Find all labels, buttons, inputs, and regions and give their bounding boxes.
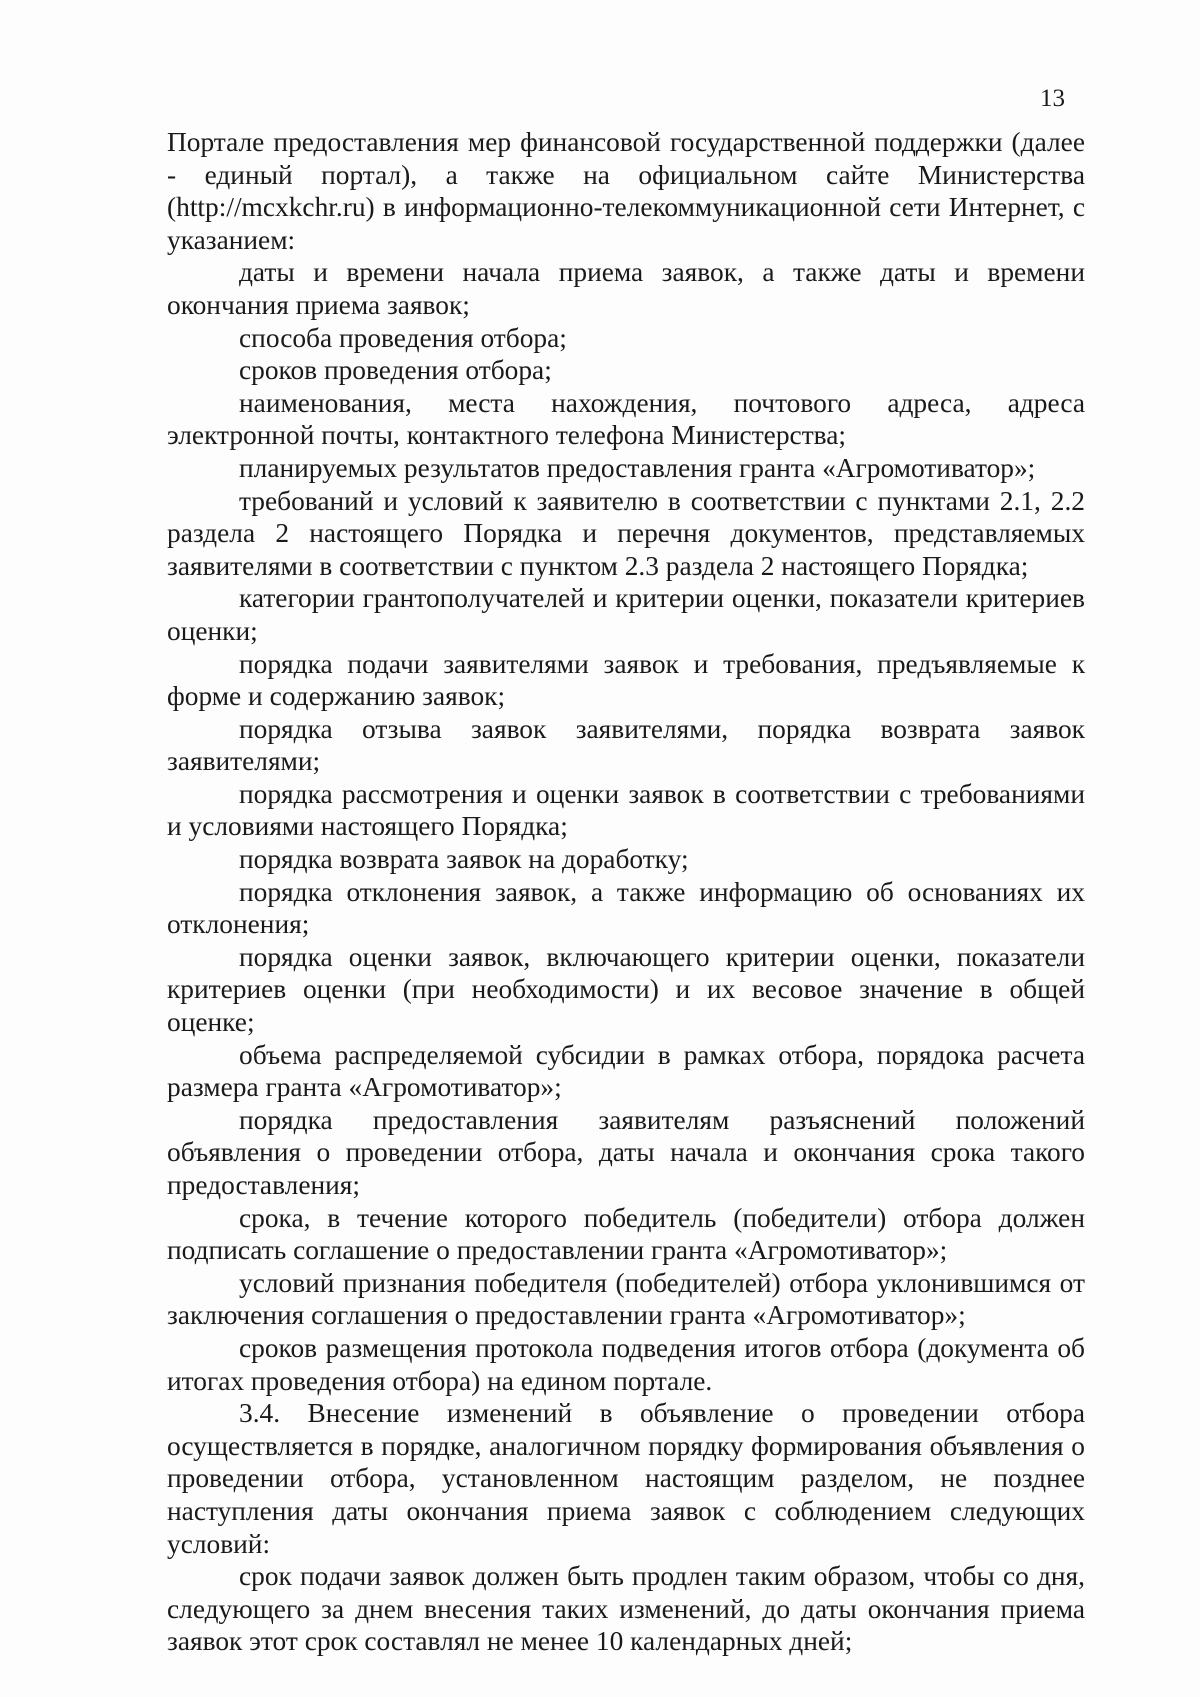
list-item: объема распределяемой субсидии в рамках отбора, порядока расчета размера гранта «Агромотиватор»; bbox=[167, 1039, 1085, 1103]
list-item: срок подачи заявок должен быть продлен таким образом, чтобы со дня, следующего за днем внесения таких изменений, до даты окончания приема заявок этот срок составлял не менее 10 календарных дней; bbox=[167, 1561, 1085, 1657]
list-item: сроков размещения протокола подведения итогов отбора (документа об итогах проведения отбора) на едином портале. bbox=[167, 1332, 1085, 1396]
list-item: порядка оценки заявок, включающего критерии оценки, показатели критериев оценки (при необходимости) и их весовое значение в общей оценке; bbox=[167, 941, 1085, 1038]
list-item: способа проведения отбора; bbox=[239, 322, 567, 353]
list-item: наименования, места нахождения, почтового адреса, адреса электронной почты, контактного телефона Министерства; bbox=[167, 387, 1085, 451]
list-item: порядка возврата заявок на доработку; bbox=[239, 844, 689, 875]
list-item: порядка отклонения заявок, а также информацию об основаниях их отклонения; bbox=[167, 876, 1085, 940]
list-item: порядка отзыва заявок заявителями, порядка возврата заявок заявителями; bbox=[167, 713, 1085, 777]
list-item: порядка рассмотрения и оценки заявок в соответствии с требованиями и условиями настоящего Порядка; bbox=[167, 778, 1085, 842]
list-item: условий признания победителя (победителей) отбора уклонившимся от заключения соглашения о предоставлении гранта «Агромотиватор»; bbox=[167, 1267, 1085, 1331]
section-paragraph: 3.4. Внесение изменений в объявление о проведении отбора осуществляется в порядке, аналогичном порядку формирования объявления о проведении отбора, установленном настоящим разделом, не позднее наступления даты окончания приема заявок с соблюдением следующих условий: bbox=[167, 1398, 1085, 1559]
list-item: порядка предоставления заявителям разъяснений положений объявления о проведении отбора, даты начала и окончания срока такого предоставления; bbox=[167, 1104, 1085, 1200]
list-item: срока, в течение которого победитель (победители) отбора должен подписать соглашение о предоставлении гранта «Агромотиватор»; bbox=[167, 1202, 1085, 1266]
list-item: порядка подачи заявителями заявок и требования, предъявляемые к форме и содержанию заявок; bbox=[167, 648, 1085, 712]
page-number: 13 bbox=[1040, 85, 1065, 112]
list-item: даты и времени начала приема заявок, а также даты и времени окончания приема заявок; bbox=[167, 257, 1085, 320]
list-item: требований и условий к заявителю в соответствии с пунктами 2.1, 2.2 раздела 2 настоящего Порядка и перечня документов, представляемых заявителями в соответствии с пунктом 2.3 раздела 2 настоящего Порядка; bbox=[167, 485, 1085, 581]
paragraph: Портале предоставления мер финансовой государственной поддержки (далее - единый портал), а также на официальном сайте Министерства (http://mcxkchr.ru) в информационно-телекоммуникационной сети Интернет, с указанием: bbox=[167, 127, 1085, 255]
document-body bbox=[167, 126, 1085, 1658]
list-item: категории грантополучателей и критерии оценки, показатели критериев оценки; bbox=[167, 583, 1085, 646]
list-item: планируемых результатов предоставления гранта «Агромотиватор»; bbox=[239, 452, 1036, 483]
list-item: сроков проведения отбора; bbox=[239, 355, 552, 386]
